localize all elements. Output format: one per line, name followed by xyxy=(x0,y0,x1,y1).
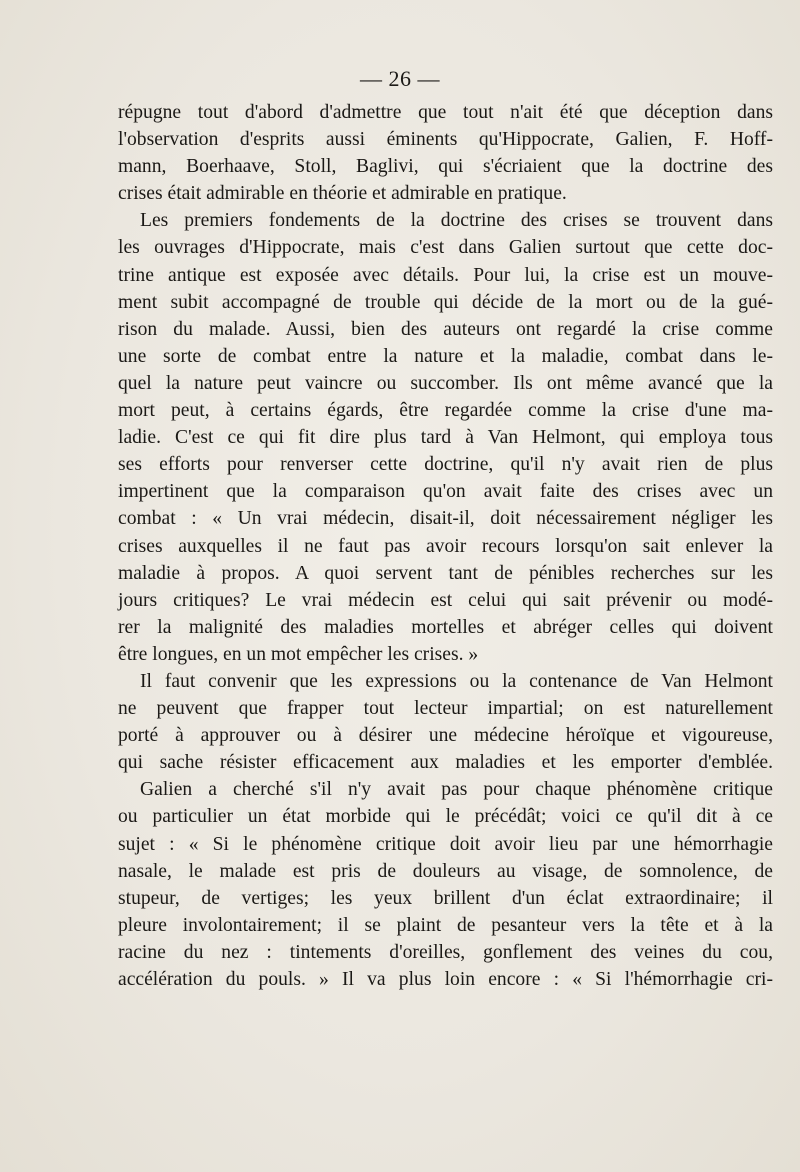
text-line: jours critiques? Le vrai médecin est celui qui sait prévenir ou modé- xyxy=(118,589,773,611)
text-line: impertinent que la comparaison qu'on avait faite des crises avec un xyxy=(118,481,773,503)
text-line: les ouvrages d'Hippocrate, mais c'est dans Galien surtout que cette doc- xyxy=(118,237,773,259)
text-line: être longues, en un mot empêcher les crises. » xyxy=(118,643,479,665)
text-line: nasale, le malade est pris de douleurs au visage, de somnolence, de xyxy=(118,860,773,882)
text-line: maladie à propos. A quoi servent tant de pénibles recherches sur les xyxy=(118,562,773,584)
text-line: qui sache résister efficacement aux maladies et les emporter d'emblée. xyxy=(118,752,773,774)
page-number: — 26 — xyxy=(360,66,440,91)
text-line: rison du malade. Aussi, bien des auteurs ont regardé la crise comme xyxy=(118,318,773,340)
text-line: porté à approuver ou à désirer une médecine héroïque et vigoureuse, xyxy=(118,725,773,747)
text-line: combat : « Un vrai médecin, disait-il, doit nécessairement négliger les xyxy=(118,508,773,530)
body-text xyxy=(118,99,773,993)
text-line: Galien a cherché s'il n'y avait pas pour chaque phénomène critique xyxy=(140,779,773,801)
text-line: sujet : « Si le phénomène critique doit avoir lieu par une hémorrhagie xyxy=(118,833,773,855)
text-line: ladie. C'est ce qui fit dire plus tard à Van Helmont, qui employa tous xyxy=(118,427,773,449)
text-line: Il faut convenir que les expressions ou la contenance de Van Helmont xyxy=(140,670,773,692)
text-line: répugne tout d'abord d'admettre que tout n'ait été que déception dans xyxy=(118,102,773,123)
text-line: accélération du pouls. » Il va plus loin encore : « Si l'hémorrhagie cri- xyxy=(118,969,773,990)
text-line: mann, Boerhaave, Stoll, Baglivi, qui s'écriaient que la doctrine des xyxy=(118,156,773,178)
text-line: quel la nature peut vaincre ou succomber. Ils ont même avancé que la xyxy=(118,372,773,394)
text-line: ne peuvent que frapper tout lecteur impartial; on est naturellement xyxy=(118,698,773,720)
text-line: rer la malignité des maladies mortelles et abréger celles qui doivent xyxy=(118,616,773,638)
text-line: crises auxquelles il ne faut pas avoir recours lorsqu'on sait enlever la xyxy=(118,535,773,557)
text-line: ses efforts pour renverser cette doctrine, qu'il n'y avait rien de plus xyxy=(118,454,773,476)
text-line: Les premiers fondements de la doctrine des crises se trouvent dans xyxy=(140,210,773,232)
text-line: mort peut, à certains égards, être regardée comme la crise d'une ma- xyxy=(118,400,773,422)
text-line: ou particulier un état morbide qui le précédât; voici ce qu'il dit à ce xyxy=(118,806,773,828)
text-line: stupeur, de vertiges; les yeux brillent d'un éclat extraordinaire; il xyxy=(118,887,773,909)
text-line: pleure involontairement; il se plaint de pesanteur vers la tête et à la xyxy=(118,914,773,936)
text-line: racine du nez : tintements d'oreilles, gonflement des veines du cou, xyxy=(118,941,773,963)
text-line: crises était admirable en théorie et admirable en pratique. xyxy=(118,183,567,205)
text-line: une sorte de combat entre la nature et la maladie, combat dans le- xyxy=(118,345,773,367)
text-line: trine antique est exposée avec détails. Pour lui, la crise est un mouve- xyxy=(118,264,773,286)
text-line: l'observation d'esprits aussi éminents qu'Hippocrate, Galien, F. Hoff- xyxy=(118,129,773,151)
text-line: ment subit accompagné de trouble qui décide de la mort ou de la gué- xyxy=(118,291,773,313)
